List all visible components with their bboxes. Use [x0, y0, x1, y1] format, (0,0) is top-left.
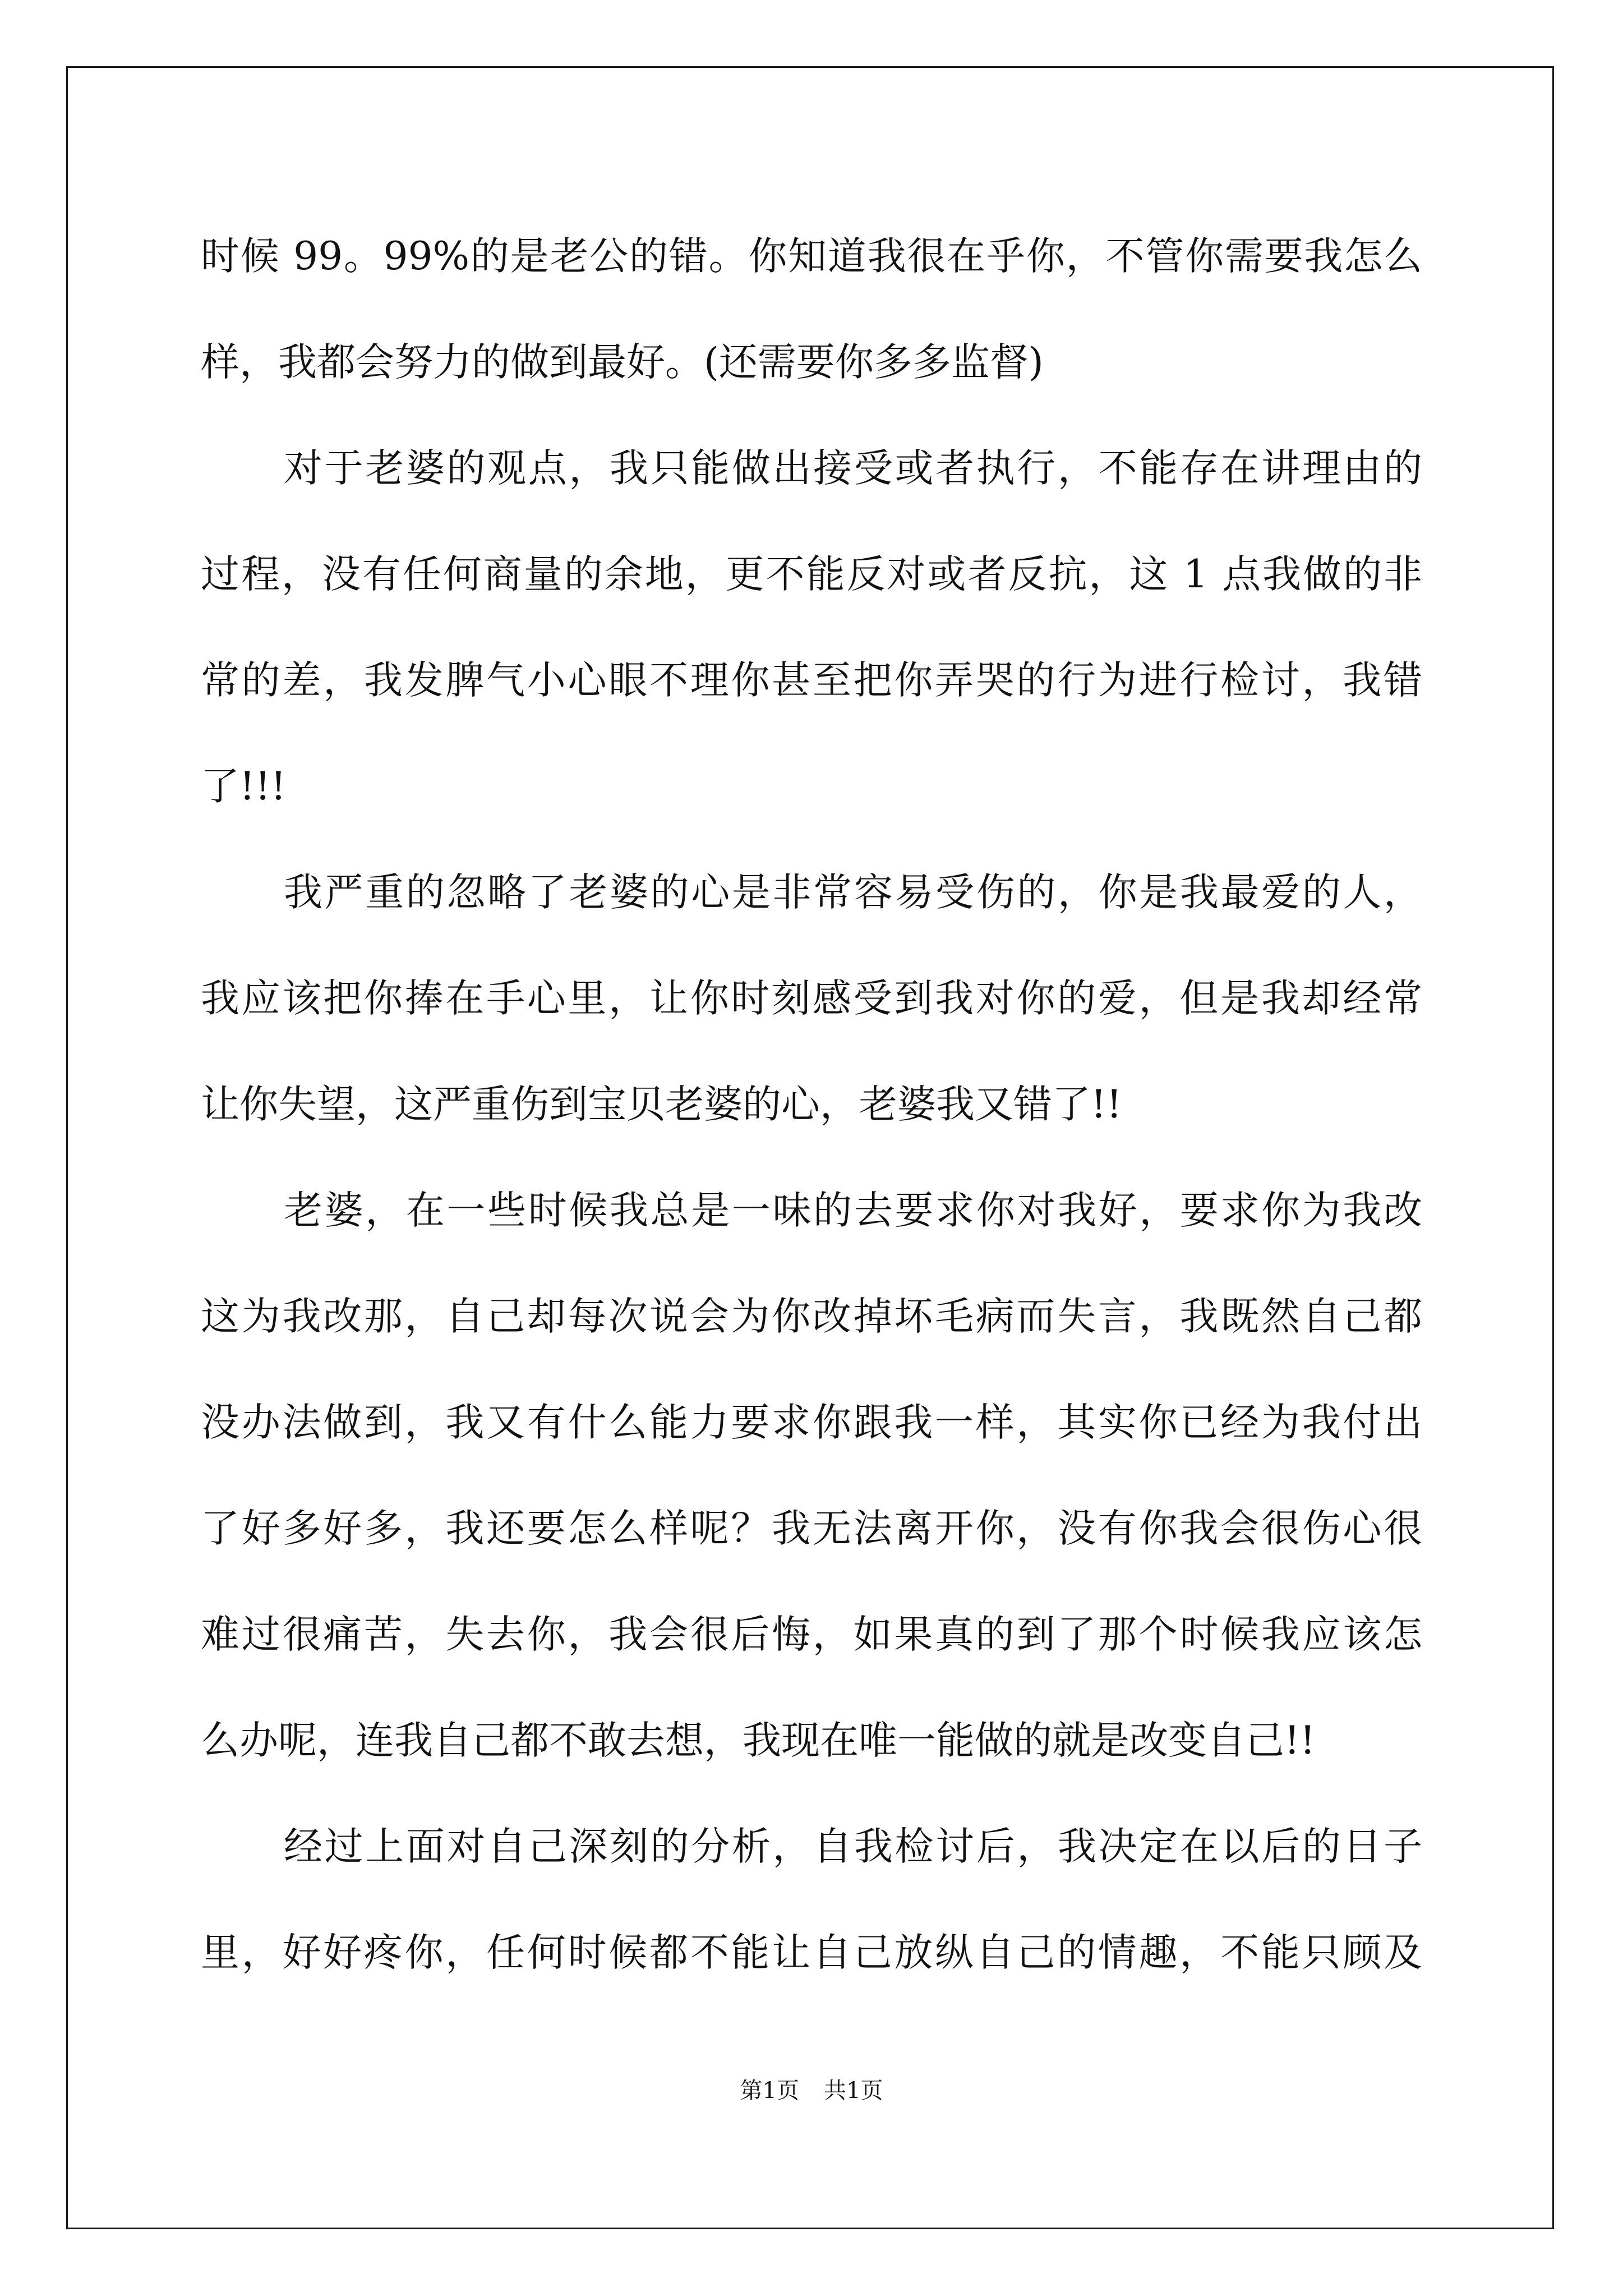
- page-number: 第1页: [740, 2078, 799, 2104]
- page-footer: [0, 2074, 1623, 2108]
- text-line: 常的差，我发脾气小心眼不理你甚至把你弄哭的行为进行检讨，我错: [201, 658, 1422, 703]
- text-line: 我应该把你捧在手心里，让你时刻感受到我对你的爱，但是我却经常: [201, 976, 1422, 1021]
- text-line: 了!!!: [201, 764, 287, 809]
- text-line: 这为我改那，自己却每次说会为你改掉坏毛病而失言，我既然自己都: [201, 1294, 1422, 1339]
- page-total: 共1页: [824, 2078, 883, 2104]
- text-line: 了好多好多，我还要怎么样呢？我无法离开你，没有你我会很伤心很: [201, 1506, 1422, 1551]
- text-line: 让你失望，这严重伤到宝贝老婆的心，老婆我又错了!!: [201, 1082, 1122, 1127]
- text-line: 样，我都会努力的做到最好。(还需要你多多监督): [201, 340, 1044, 385]
- text-line: 经过上面对自己深刻的分析，自我检讨后，我决定在以后的日子: [284, 1824, 1422, 1869]
- text-line: 么办呢，连我自己都不敢去想，我现在唯一能做的就是改变自己!!: [201, 1718, 1316, 1763]
- text-line: 我严重的忽略了老婆的心是非常容易受伤的，你是我最爱的人，: [284, 870, 1422, 915]
- text-line: 老婆，在一些时候我总是一味的去要求你对我好，要求你为我改: [284, 1188, 1422, 1233]
- text-line: 里，好好疼你，任何时候都不能让自己放纵自己的情趣，不能只顾及: [201, 1930, 1422, 1975]
- text-line: 难过很痛苦，失去你，我会很后悔，如果真的到了那个时候我应该怎: [201, 1612, 1422, 1657]
- text-line: 没办法做到，我又有什么能力要求你跟我一样，其实你已经为我付出: [201, 1400, 1422, 1445]
- text-line: 时候 99。99%的是老公的错。你知道我很在乎你，不管你需要我怎么: [201, 234, 1422, 279]
- text-line: 对于老婆的观点，我只能做出接受或者执行，不能存在讲理由的: [284, 446, 1422, 491]
- text-line: 过程，没有任何商量的余地，更不能反对或者反抗，这 1 点我做的非: [201, 552, 1422, 597]
